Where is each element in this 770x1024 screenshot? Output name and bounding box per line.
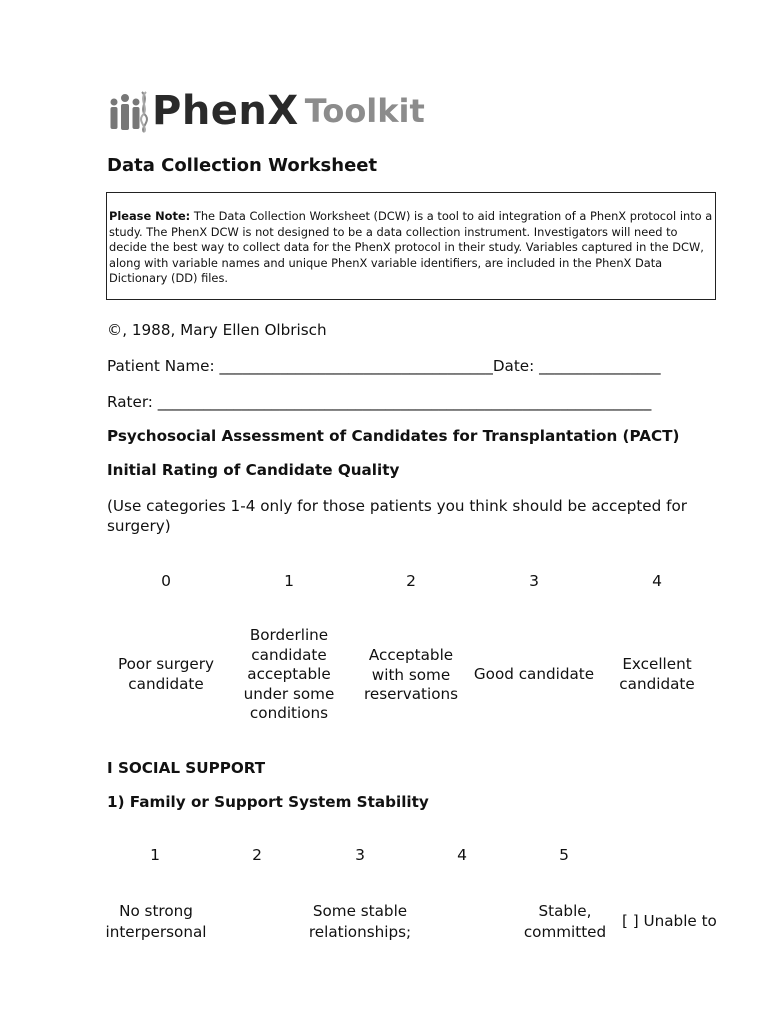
item1-num: 1 xyxy=(150,846,160,864)
item1-label-1: No strong interpersonal xyxy=(105,902,207,941)
item1-num: 5 xyxy=(559,846,569,864)
rating-label-1: Borderline candidate acceptable under some conditions xyxy=(243,626,335,723)
item-family-support: 1) Family or Support System Stability xyxy=(107,793,429,811)
section-social-support: I SOCIAL SUPPORT xyxy=(107,759,266,777)
phenx-toolkit-logo xyxy=(106,88,466,134)
note-text: The Data Collection Worksheet (DCW) is a tool to aid integration of a PhenX protocol into a study. The PhenX DCW is not designed to be a data collection instrument. Investigators will need to decide the best way to collect data for the PhenX protocol in their study. Variables captured in the DCW, along with variable names and unique PhenX variable identifiers, are included in the PhenX Data Dictionary (DD) files. xyxy=(109,209,713,286)
people-dna-icon xyxy=(106,88,150,134)
rating-label-4: Excellent candidate xyxy=(619,655,695,693)
rating-label-3: Good candidate xyxy=(473,665,595,683)
instrument-title: Psychosocial Assessment of Candidates for Transplantation (PACT) xyxy=(107,427,680,445)
item1-label-5: Stable, committed xyxy=(523,902,607,941)
item1-num: 2 xyxy=(252,846,262,864)
rating-num: 0 xyxy=(161,572,171,590)
rating-num: 1 xyxy=(284,572,294,590)
initial-rating-heading: Initial Rating of Candidate Quality xyxy=(107,461,400,479)
page-title: Data Collection Worksheet xyxy=(107,155,378,176)
unable-checkbox-label[interactable]: [ ] Unable to xyxy=(622,912,717,930)
rating-label-0: Poor surgery candidate xyxy=(117,655,214,693)
item1-num: 3 xyxy=(355,846,365,864)
instruction-text: (Use categories 1-4 only for those patients you think should be accepted for surgery) xyxy=(107,497,687,535)
item1-num: 4 xyxy=(457,846,467,864)
rating-label-2: Acceptable with some reservations xyxy=(363,646,459,704)
logo-toolkit-text: Toolkit xyxy=(304,92,425,130)
rating-num: 3 xyxy=(529,572,539,590)
rating-num: 4 xyxy=(652,572,662,590)
note-box xyxy=(106,192,716,300)
note-label: Please Note: xyxy=(109,209,191,223)
patient-date-line: Patient Name: ____________________________________Date: ________________ xyxy=(107,357,661,375)
copyright-line: ©, 1988, Mary Ellen Olbrisch xyxy=(107,321,327,339)
rating-num: 2 xyxy=(406,572,416,590)
item1-label-3: Some stable relationships; xyxy=(308,902,412,941)
logo-brand-text: PhenX xyxy=(152,88,299,134)
rater-line: Rater: _________________________________________________________________ xyxy=(107,393,652,411)
